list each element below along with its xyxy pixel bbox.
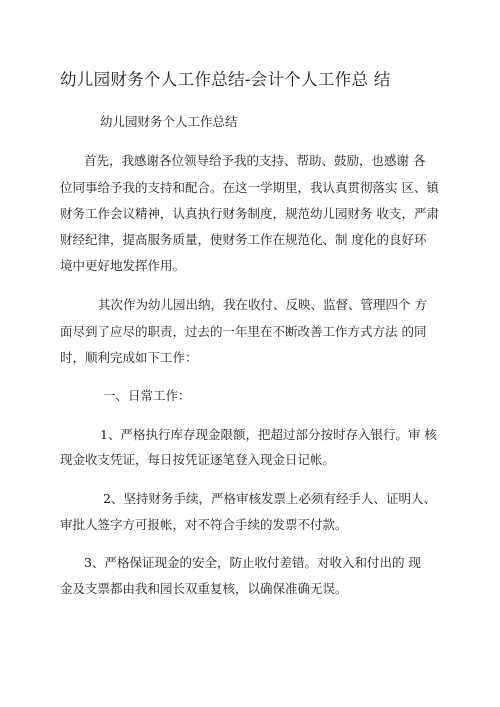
paragraph1-line: 首先，我感谢各位领导给予我的支持、帮助、鼓励，也感谢 各 xyxy=(84,153,426,168)
paragraph2-line: 其次作为幼儿园出纳，我在收付、反映、监督、管理四个 方 xyxy=(98,297,427,312)
item1-line: 现金收支凭证，每日按凭证逐笔登入现金日记帐。 xyxy=(60,452,336,467)
document-subtitle: 幼儿园财务个人工作总结 xyxy=(100,114,238,129)
paragraph2-line: 时，顺利完成如下工作： xyxy=(60,350,198,365)
paragraph1-line: 境中更好地发挥作用。 xyxy=(60,258,186,273)
item3-line: 金及支票都由我和园长双重复核，以确保准确无误。 xyxy=(60,581,348,596)
paragraph1-line: 位同事给予我的支持和配合。在这一学期里，我认真贯彻落实 区、镇 xyxy=(60,180,439,195)
section-heading: 一、日常工作： xyxy=(103,388,191,403)
paragraph1-line: 财务工作会议精神，认真执行财务制度，规范幼儿园财务 收支，严肃 xyxy=(60,206,439,221)
item2-line: 审批人签字方可报帐，对不符合手续的发票不付款。 xyxy=(60,517,348,532)
paragraph1-line: 财经纪律，提高服务质量，使财务工作在规范化、制 度化的良好环 xyxy=(60,232,427,247)
item2-line: 2、坚持财务手续，严格审核发票上必须有经手人、证明人、 xyxy=(103,491,436,506)
document-title: 幼儿园财务个人工作总结-会计个人工作总 结 xyxy=(60,70,391,89)
paragraph2-line: 面尽到了应尽的职责，过去的一年里在不断改善工作方式方法 的同 xyxy=(60,324,427,339)
item1-line: 1、严格执行库存现金限额，把超过部分按时存入银行。审 核 xyxy=(100,427,437,442)
item3-line: 3、严格保证现金的安全，防止收付差错。对收入和付出的 现 xyxy=(84,555,421,570)
